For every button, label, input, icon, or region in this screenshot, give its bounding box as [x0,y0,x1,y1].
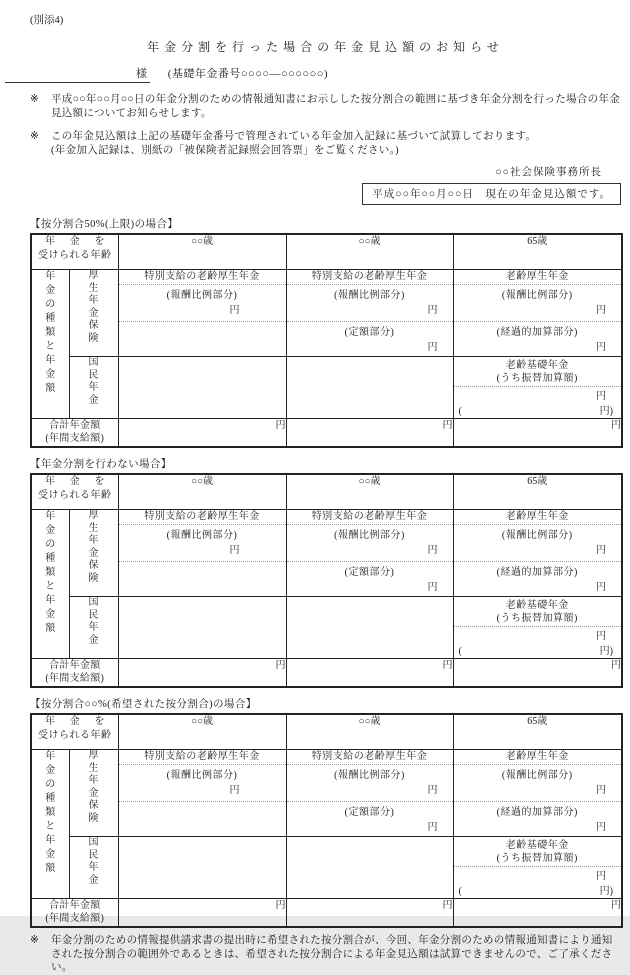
note-text-line1: この年金見込額は上記の基礎年金番号で管理されている年金加入記録に基づいて試算しております。 [51,131,537,142]
age-column-header-3: 65歳 [453,474,622,510]
basic-pension-name: 老齢基礎年金 [505,360,569,371]
total-label [31,659,118,688]
kokumin-cell-age65 [453,357,622,419]
kokumin-nenkin-label: 国民年金 [69,837,118,899]
part-label: (経過的加算部分) [496,807,578,818]
pension-estimate-table [30,713,623,928]
pension-name: 特別支給の老齢厚生年金 [144,271,260,282]
note-text: 平成○○年○○月○○日の年金分割のための情報通知書にお示しした按分割合の範囲に基づき年金分割を行った場合の年金見込額についてお知らせします。 [51,94,621,119]
kosei-nenkin-label: 厚生年金保険 [69,750,118,837]
part-label: (定額部分) [344,567,395,578]
total-label-line1: 合計年金額 [49,420,101,431]
section-split-50-percent [30,218,621,448]
total-label-line2: (年間支給額) [45,433,105,444]
age-column-header-3: 65歳 [453,234,622,270]
age-header-cell [31,474,118,510]
pension-name: 特別支給の老齢厚生年金 [144,751,260,762]
age-header-line2: 受けられる年齢 [38,250,112,261]
footer-note [30,934,621,975]
pension-table-slot [30,713,621,928]
kokumin-cell-age2 [286,357,453,419]
paren-unit: 円) [599,406,613,417]
pension-name: 特別支給の老齢厚生年金 [311,751,428,762]
pension-table-slot [30,233,621,448]
national-pension-row [31,597,622,659]
kokumin-cell-age2 [286,837,453,899]
total-label [31,899,118,928]
kokumin-cell-age65 [453,597,622,659]
age-header-row [31,234,622,270]
amount-unit: 円 [596,822,606,833]
part-label: (定額部分) [344,807,395,818]
kokumin-cell-age1 [118,357,286,419]
pension-name: 特別支給の老齢厚生年金 [144,511,260,522]
age-column-header-1: ○○歳 [118,714,286,750]
age-header-row [31,714,622,750]
total-row [31,419,622,448]
pension-name: 老齢厚生年金 [505,271,569,282]
paren-open: ( [458,406,462,417]
total-amount-age65: 円 [453,659,622,688]
notice-note-2 [30,130,621,157]
total-amount-age1: 円 [118,659,286,688]
total-label-line2: (年間支給額) [45,913,105,924]
basic-pension-number: (基礎年金番号○○○○―○○○○○○) [167,68,329,80]
part-label: (報酬比例部分) [334,530,405,541]
age-header-line1: 年金を [45,476,105,487]
section-no-split [30,458,621,688]
pension-name [454,597,622,626]
substitution-addition-label: (うち振替加算額) [496,612,578,624]
office-director-signature: ○○社会保険事務所長 [495,167,602,178]
kokumin-cell-age1 [118,837,286,899]
kosei-nenkin-label: 厚生年金保険 [69,270,118,357]
pension-name: 特別支給の老齢厚生年金 [311,511,428,522]
total-amount-age1: 円 [118,899,286,928]
addressee-line [30,67,621,83]
total-label-line2: (年間支給額) [45,673,105,684]
amount-unit: 円 [596,545,606,556]
section-title: 【年金分割を行わない場合】 [30,459,172,470]
age-header-line1: 年金を [45,236,105,247]
kosei-cell-age2 [286,510,453,597]
pension-type-group-label: 年金の種類と年金額 [31,270,69,419]
part-label: (報酬比例部分) [166,290,238,301]
total-amount-age65: 円 [453,419,622,448]
part-label: (報酬比例部分) [501,530,573,541]
pension-type-group-label: 年金の種類と年金額 [31,750,69,899]
kosei-cell-age65 [453,750,622,837]
part-label: (報酬比例部分) [501,770,573,781]
substitution-addition-label: (うち振替加算額) [496,372,578,384]
total-amount-age2: 円 [286,419,453,448]
total-label [31,419,118,448]
substitution-addition-label: (うち振替加算額) [496,852,578,864]
part-label: (報酬比例部分) [166,770,238,781]
transitional-part-block [454,321,622,356]
kosei-cell-age1 [118,750,286,837]
amount-unit: 円 [427,785,438,796]
fixed-part-block [287,321,453,356]
age-header-cell [31,714,118,750]
proportional-part-block [119,284,286,321]
part-label: (報酬比例部分) [334,290,405,301]
age-column-header-2: ○○歳 [286,234,453,270]
kosei-cell-age65 [453,510,622,597]
addressee-suffix: 様 [136,68,147,80]
paren-open: ( [458,646,462,657]
notice-note-1 [30,93,621,120]
basic-pension-name: 老齢基礎年金 [505,600,569,611]
paren-amount-line [454,643,622,658]
amount-unit: 円 [454,626,622,643]
pension-name: 老齢厚生年金 [505,511,569,522]
age-header-line2: 受けられる年齢 [38,490,112,501]
attachment-label: (別添4) [30,15,64,26]
amount-unit: 円 [596,342,606,353]
paren-open: ( [458,886,462,897]
kokumin-cell-age65 [453,837,622,899]
note-marker: ※ [30,131,39,142]
section-requested-split [30,698,621,928]
age-header-cell [31,234,118,270]
part-label: (定額部分) [344,327,395,338]
total-amount-age65: 円 [453,899,622,928]
amount-unit: 円 [427,342,438,353]
paren-unit: 円) [599,886,613,897]
total-amount-age2: 円 [286,659,453,688]
amount-unit: 円 [596,305,606,316]
part-label: (経過的加算部分) [496,567,578,578]
employees-pension-row [31,270,622,357]
proportional-part-block [454,284,622,321]
note-text: 年金分割のための情報提供請求書の提出時に希望された按分割合が、今回、年金分割のための情報通知書により通知された按分割合の範囲外であるときは、希望された按分割合による年金見込額は試算できませんので、ご了承ください。 [51,935,613,973]
kokumin-nenkin-label: 国民年金 [69,357,118,419]
part-label: (報酬比例部分) [334,770,405,781]
pension-name: 特別支給の老齢厚生年金 [311,271,428,282]
proportional-part-block [119,764,286,801]
amount-unit: 円 [427,305,438,316]
kosei-cell-age1 [118,270,286,357]
amount-unit: 円 [596,582,606,593]
age-header-line2: 受けられる年齢 [38,730,112,741]
age-column-header-2: ○○歳 [286,474,453,510]
kosei-cell-age1 [118,510,286,597]
part-label: (経過的加算部分) [496,327,578,338]
kosei-cell-age2 [286,270,453,357]
fixed-part-block [287,561,453,596]
note-text-line2: (年金加入記録は、別紙の「被保険者記録照会回答票」をご覧ください。) [51,144,399,156]
age-column-header-2: ○○歳 [286,714,453,750]
age-header-row [31,474,622,510]
total-label-line1: 合計年金額 [49,900,101,911]
national-pension-row [31,837,622,899]
pension-name [454,837,622,866]
section-title: 【按分割合50%(上限)の場合】 [30,219,179,230]
part-label: (報酬比例部分) [166,530,238,541]
total-amount-age2: 円 [286,899,453,928]
proportional-part-block [287,764,453,801]
pension-estimate-table [30,233,623,448]
basic-pension-name: 老齢基礎年金 [505,840,569,851]
amount-unit: 円 [229,545,240,556]
paren-unit: 円) [599,646,613,657]
proportional-part-block [454,524,622,561]
paren-amount-line [454,403,622,418]
note-marker: ※ [30,94,39,105]
amount-unit: 円 [229,305,240,316]
transitional-part-block [454,561,622,596]
age-header-line1: 年金を [45,716,105,727]
second-part-block [119,321,286,356]
note-marker: ※ [30,935,39,946]
kokumin-cell-age2 [286,597,453,659]
page-title: 年金分割を行った場合の年金見込額のお知らせ [147,40,504,54]
pension-table-slot [30,473,621,688]
amount-unit: 円 [427,822,438,833]
second-part-block [119,801,286,836]
employees-pension-row [31,750,622,837]
pension-name [454,357,622,386]
age-column-header-3: 65歳 [453,714,622,750]
kosei-cell-age65 [453,270,622,357]
kokumin-nenkin-label: 国民年金 [69,597,118,659]
proportional-part-block [287,284,453,321]
part-label: (報酬比例部分) [501,290,573,301]
addressee-name-field [5,67,150,83]
pension-estimate-table [30,473,623,688]
second-part-block [119,561,286,596]
pension-type-group-label: 年金の種類と年金額 [31,510,69,659]
kokumin-cell-age1 [118,597,286,659]
amount-unit: 円 [596,785,606,796]
total-label-line1: 合計年金額 [49,660,101,671]
fixed-part-block [287,801,453,836]
amount-unit: 円 [427,545,438,556]
national-pension-row [31,357,622,419]
total-amount-age1: 円 [118,419,286,448]
proportional-part-block [454,764,622,801]
transitional-part-block [454,801,622,836]
estimate-date-box: 平成○○年○○月○○日 現在の年金見込額です。 [362,183,621,205]
kosei-cell-age2 [286,750,453,837]
estimate-date-box-row [30,183,621,209]
proportional-part-block [119,524,286,561]
amount-unit: 円 [454,866,622,883]
amount-unit: 円 [427,582,438,593]
age-column-header-1: ○○歳 [118,474,286,510]
proportional-part-block [287,524,453,561]
pension-name: 老齢厚生年金 [505,751,569,762]
section-title: 【按分割合○○%(希望された按分割合)の場合】 [30,699,257,710]
amount-unit: 円 [454,386,622,403]
employees-pension-row [31,510,622,597]
age-column-header-1: ○○歳 [118,234,286,270]
total-row [31,899,622,928]
note-text [51,130,621,157]
kosei-nenkin-label: 厚生年金保険 [69,510,118,597]
amount-unit: 円 [229,785,240,796]
total-row [31,659,622,688]
paren-amount-line [454,883,622,898]
